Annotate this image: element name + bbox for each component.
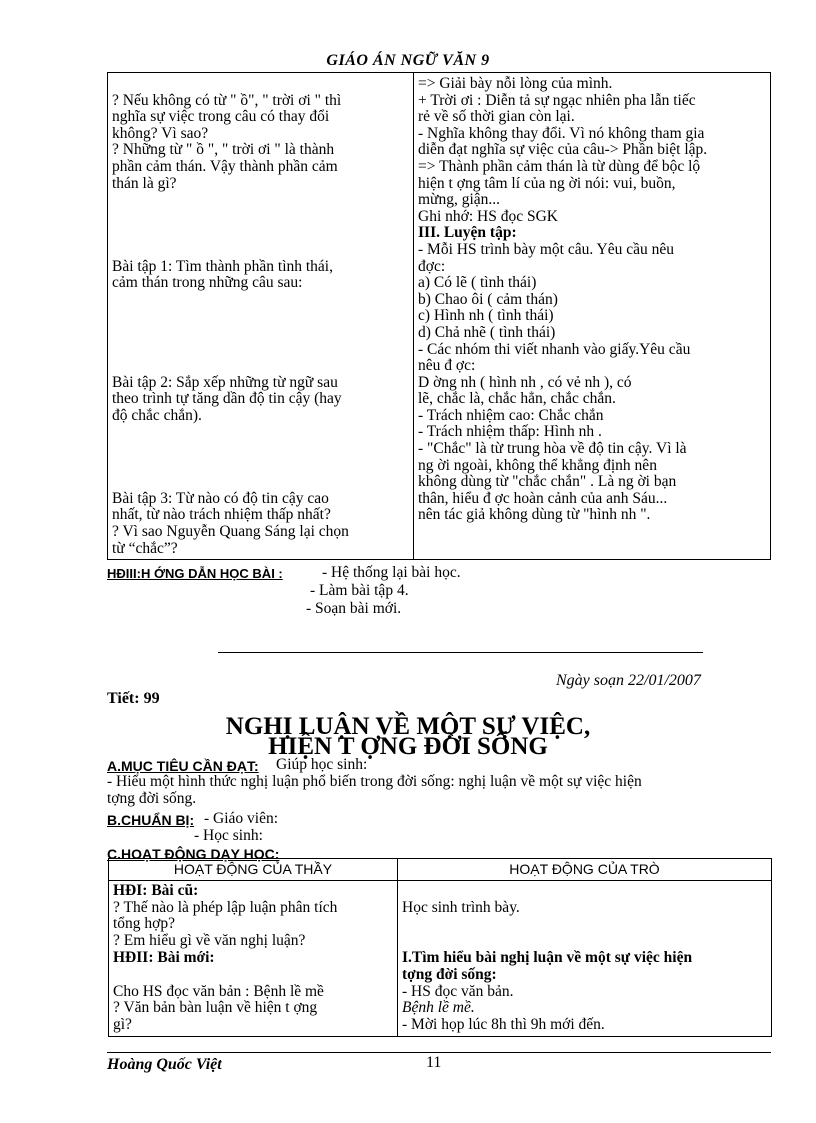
guide-item: - Hệ thống lại bài học.	[322, 564, 461, 581]
exercise-2: Bài tập 2: Sắp xếp những từ ngữ sau	[112, 373, 338, 391]
separator-line	[218, 652, 703, 653]
text-line: theo trình tự tăng dần độ tin cậy (hay	[112, 390, 342, 408]
footer-rule	[107, 1052, 771, 1053]
text-line: không dùng từ "chắc chắn" . Là ng ời bạn	[418, 473, 677, 491]
text-line: gì?	[113, 1016, 132, 1034]
text-line: không? Vì sao?	[112, 124, 209, 142]
text-line: ? Em hiểu gì về văn nghị luận?	[113, 932, 306, 950]
text-line: tổng hợp?	[113, 915, 176, 933]
text-line: cảm thán trong những câu sau:	[112, 274, 303, 292]
text-line: - Trách nhiệm cao: Chắc chắn	[418, 406, 604, 424]
section-b-item: - Giáo viên:	[204, 810, 279, 827]
teacher-column	[109, 880, 398, 1036]
text-line: nêu đ ợc:	[418, 357, 476, 375]
section-heading: III. Luyện tập:	[418, 224, 517, 242]
exercise-3: Bài tập 3: Từ nào có độ tin cậy cao	[112, 489, 329, 507]
section-b-item: - Học sinh:	[194, 827, 263, 844]
student-column-header: HOẠT ĐỘNG CỦA TRÒ	[398, 859, 772, 881]
section-c-label: C.HOẠT ĐỘNG DẠY HỌC:	[107, 846, 280, 862]
text-line: => Giải bày nỗi lòng của mình.	[418, 75, 613, 92]
text-line: diễn đạt nghĩa sự việc của câu-> Phần biệt lập.	[418, 141, 708, 159]
guide-label: HĐIII:H ỚNG DẪN HỌC BÀI :	[107, 566, 283, 581]
text-line: từ “chắc”?	[112, 539, 178, 557]
text-line: ng ời ngoài, không thể khẳng định nên	[418, 456, 657, 474]
section-a-intro: Giúp học sinh:	[276, 756, 368, 773]
text-line: + Trời ơi : Diễn tả sự ngạc nhiên pha lẫn tiếc	[418, 91, 696, 109]
text-line: thân, hiểu đ ợc hoàn cảnh của anh Sáu...	[418, 489, 668, 507]
text-line: HĐII: Bài mới:	[113, 948, 215, 966]
text-line: nghĩa sự việc trong câu có thay đổi	[112, 108, 330, 126]
text-line: ? Những từ " ồ ", " trời ơi " là thành	[112, 141, 335, 159]
text-line: hiện t ợng tâm lí của ng ời nói: vui, buồn,	[418, 174, 676, 192]
text-line: => Thành phần cảm thán là từ dùng để bộc lộ	[418, 157, 701, 175]
text-line: c) Hình nh ( tình thái)	[418, 307, 554, 325]
text-line: mừng, giận...	[418, 191, 501, 209]
text-line: rẻ về số thời gian còn lại.	[418, 108, 575, 126]
exercise-1: Bài tập 1: Tìm thành phần tình thái,	[112, 257, 333, 275]
page-header: GIÁO ÁN NGỮ VĂN 9	[326, 52, 490, 69]
teacher-column-header: HOẠT ĐỘNG CỦA THẦY	[109, 859, 398, 881]
text-line: Bệnh lề mề.	[402, 999, 475, 1017]
guide-item: - Soạn bài mới.	[306, 600, 402, 617]
text-line: nhất, từ nào trách nhiệm thấp nhất?	[112, 506, 331, 524]
text-line: d) Chả nhẽ ( tình thái)	[418, 323, 556, 341]
text-line: tợng đời sống:	[402, 965, 497, 983]
page-number: 11	[426, 1054, 442, 1071]
text-line: ? Văn bản bàn luận về hiện t ợng	[113, 999, 318, 1017]
activity-table-2	[108, 858, 772, 1037]
text-line: - Các nhóm thi viết nhanh vào giấy.Yêu cầu	[418, 340, 691, 358]
text-line: lẽ, chắc là, chắc hẳn, chắc chắn.	[418, 390, 616, 408]
text-line: HĐI: Bài cũ:	[113, 881, 199, 899]
text-line: ? Thế nào là phép lập luận phân tích	[113, 898, 338, 916]
text-line: ? Vì sao Nguyễn Quang Sáng lại chọn	[112, 523, 349, 541]
student-column	[414, 73, 771, 560]
date-prepared: Ngày soạn 22/01/2007	[556, 672, 701, 689]
section-a-line: - Hiểu một hình thức nghị luận phổ biến trong đời sống: nghị luận về một sự việc hiện	[107, 773, 642, 790]
footer-author: Hoàng Quốc Việt	[107, 1056, 222, 1073]
text-line: độ chắc chắn).	[112, 406, 202, 424]
text-line: I.Tìm hiểu bài nghị luận về một sự việc hiện	[402, 948, 693, 966]
lesson-number: Tiết: 99	[107, 690, 160, 707]
text-line: - Nghĩa không thay đổi. Vì nó không tham gia	[418, 124, 705, 142]
text-line: đợc:	[418, 257, 446, 275]
section-a-line: tợng đời sống.	[107, 790, 197, 807]
activity-table-1	[107, 72, 771, 560]
text-line: thán là gì?	[112, 174, 177, 192]
student-column	[398, 880, 772, 1036]
guide-item: - Làm bài tập 4.	[310, 582, 409, 599]
text-line	[112, 76, 409, 93]
text-line: - Mời họp lúc 8h thì 9h mới đến.	[402, 1016, 605, 1034]
text-line: phần cảm thán. Vậy thành phần cảm	[112, 157, 338, 175]
text-line: Cho HS đọc văn bản : Bệnh lề mề	[113, 982, 324, 1000]
text-line: - Mỗi HS trình bày một câu. Yêu cầu nêu	[418, 240, 674, 258]
teacher-column	[108, 73, 414, 560]
text-line: - HS đọc văn bản.	[402, 982, 514, 1000]
lesson-title-line2: HIỆN T ỢNG ĐỜI SỐNG	[268, 733, 548, 760]
text-line: nên tác giả không dùng từ "hình nh ".	[418, 506, 651, 524]
section-a-label: A.MỤC TIÊU CẦN ĐẠT:	[107, 758, 259, 774]
text-line: - Trách nhiệm thấp: Hình nh .	[418, 423, 602, 441]
text-line: Ghi nhớ: HS đọc SGK	[418, 207, 558, 225]
text-line: D ờng nh ( hình nh , có vẻ nh ), có	[418, 373, 632, 391]
section-b-label: B.CHUẨN BỊ:	[107, 812, 195, 828]
text-line: Học sinh trình bày.	[402, 898, 520, 916]
lesson-title-line1: NGHỊ LUẬN VỀ MỘT SỰ VIỆC,	[225, 713, 591, 740]
text-line: b) Chao ôi ( cảm thán)	[418, 290, 558, 308]
text-line: a) Có lẽ ( tình thái)	[418, 274, 537, 292]
text-line: - "Chắc" là từ trung hòa về độ tin cậy. Vì là	[418, 440, 687, 458]
text-line: ? Nếu không có từ " ồ", " trời ơi " thì	[112, 91, 342, 109]
